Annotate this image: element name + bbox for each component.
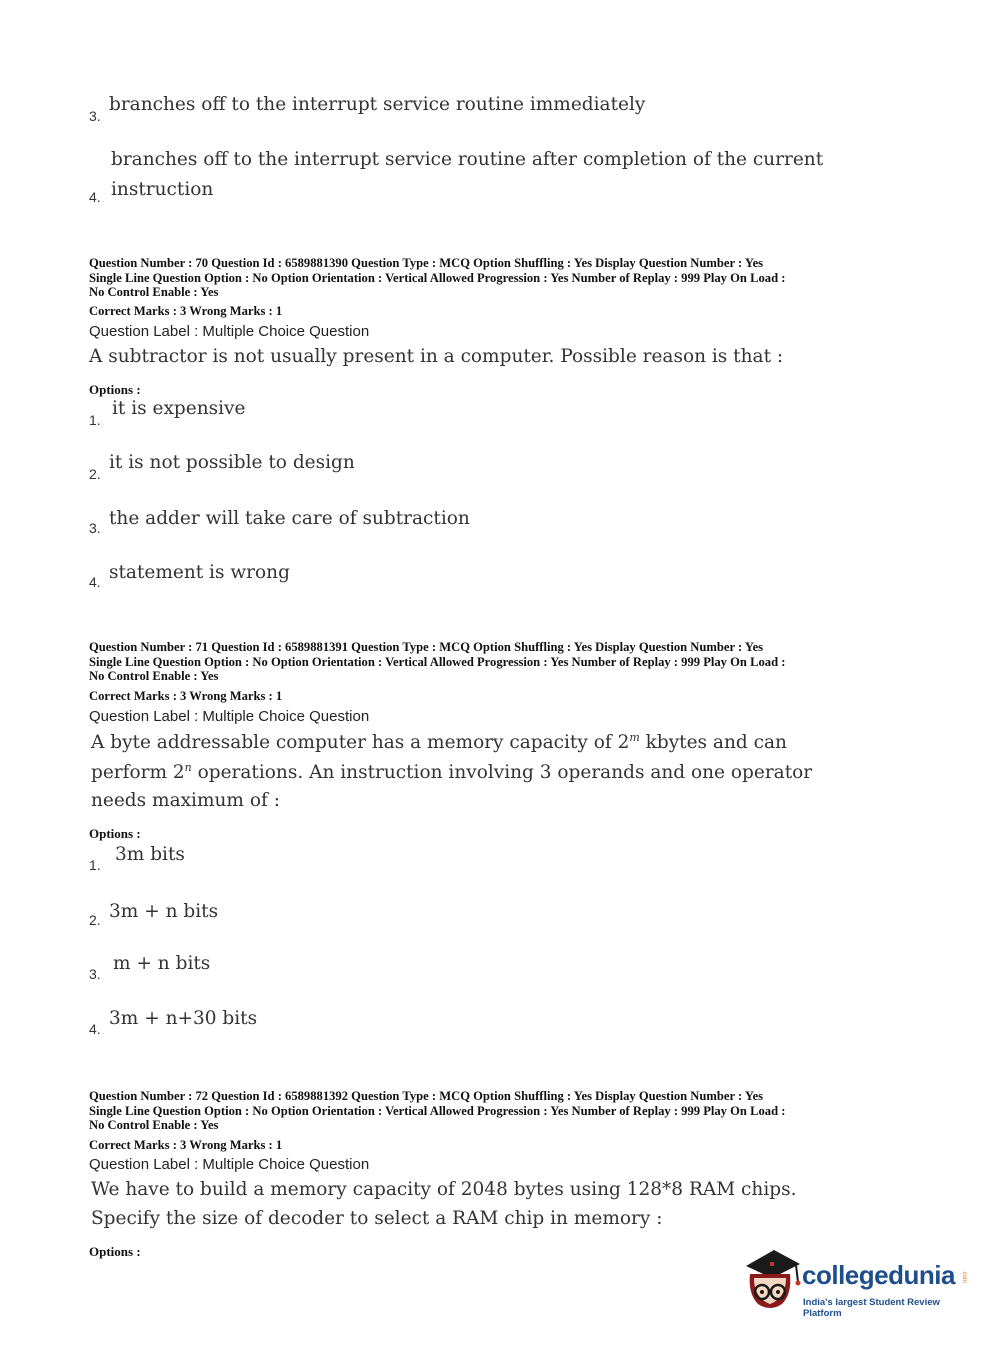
option-text: 3m + n bits bbox=[109, 901, 219, 922]
option-number: 1. bbox=[89, 412, 101, 428]
meta-line: Question Number : 72 Question Id : 6589881392 Question Type : MCQ Option Shuffling : Yes Display Question Number : Yes bbox=[89, 1089, 764, 1103]
q71-meta bbox=[89, 640, 919, 684]
q71-question-line-2 bbox=[91, 761, 812, 783]
text-part: perform 2 bbox=[91, 762, 185, 784]
meta-line: Single Line Question Option : No Option Orientation : Vertical Allowed Progression : Yes Number of Replay : 999 Play On Load : bbox=[89, 1103, 786, 1118]
option-text: branches off to the interrupt service routine immediately bbox=[109, 94, 646, 115]
option-text: the adder will take care of subtraction bbox=[109, 508, 470, 529]
q71-question-line-1 bbox=[91, 731, 787, 753]
option-text: m + n bits bbox=[113, 953, 211, 974]
q72-options-heading: Options : bbox=[89, 1244, 141, 1259]
logo-title: collegedunia bbox=[802, 1260, 955, 1290]
option-text: 3m bits bbox=[115, 844, 185, 865]
meta-line: Question Number : 70 Question Id : 6589881390 Question Type : MCQ Option Shuffling : Yes Display Question Number : Yes bbox=[89, 256, 764, 270]
option-number: 4. bbox=[89, 189, 101, 205]
option-text-line-1: branches off to the interrupt service routine after completion of the current bbox=[111, 149, 824, 170]
option-number: 4. bbox=[89, 574, 101, 590]
option-number: 2. bbox=[89, 466, 101, 482]
meta-line: Single Line Question Option : No Option Orientation : Vertical Allowed Progression : Yes Number of Replay : 999 Play On Load : bbox=[89, 270, 786, 285]
mascot-icon bbox=[740, 1248, 802, 1314]
q70-question-text: A subtractor is not usually present in a computer. Possible reason is that : bbox=[89, 346, 784, 367]
option-number: 3. bbox=[89, 520, 101, 536]
collegedunia-logo bbox=[740, 1248, 972, 1318]
meta-line: Single Line Question Option : No Option Orientation : Vertical Allowed Progression : Yes Number of Replay : 999 Play On Load : bbox=[89, 654, 786, 669]
q72-label: Question Label : Multiple Choice Question bbox=[89, 1156, 370, 1173]
logo-subtitle: India's largest Student Review Platform bbox=[803, 1297, 940, 1319]
superscript: m bbox=[629, 731, 640, 744]
option-text: it is expensive bbox=[112, 398, 246, 419]
text-part: A byte addressable computer has a memory capacity of 2 bbox=[91, 732, 630, 754]
q72-meta bbox=[89, 1089, 919, 1133]
option-text-line-2: instruction bbox=[111, 179, 214, 200]
q70-meta bbox=[89, 256, 919, 300]
meta-line: No Control Enable : Yes bbox=[89, 285, 219, 299]
superscript: n bbox=[184, 761, 192, 774]
text-part: kbytes and can bbox=[639, 732, 787, 754]
q72-marks: Correct Marks : 3 Wrong Marks : 1 bbox=[89, 1138, 283, 1152]
meta-line: No Control Enable : Yes bbox=[89, 1118, 219, 1132]
q70-options-heading: Options : bbox=[89, 382, 141, 397]
option-number: 1. bbox=[89, 857, 101, 873]
meta-line: Question Number : 71 Question Id : 6589881391 Question Type : MCQ Option Shuffling : Yes Display Question Number : Yes bbox=[89, 640, 764, 654]
q72-question-line-2: Specify the size of decoder to select a RAM chip in memory : bbox=[91, 1208, 663, 1229]
option-text: 3m + n+30 bits bbox=[109, 1008, 258, 1029]
q72-question-line-1: We have to build a memory capacity of 2048 bytes using 128*8 RAM chips. bbox=[91, 1179, 797, 1200]
q70-label: Question Label : Multiple Choice Question bbox=[89, 323, 370, 340]
q70-marks: Correct Marks : 3 Wrong Marks : 1 bbox=[89, 304, 283, 318]
option-number: 3. bbox=[89, 108, 101, 124]
logo-com: .com bbox=[961, 1270, 967, 1284]
option-text: it is not possible to design bbox=[109, 452, 355, 473]
option-number: 3. bbox=[89, 966, 101, 982]
meta-line: No Control Enable : Yes bbox=[89, 669, 219, 683]
q71-label: Question Label : Multiple Choice Question bbox=[89, 708, 370, 725]
option-text: statement is wrong bbox=[109, 562, 290, 583]
q71-options-heading: Options : bbox=[89, 826, 141, 841]
option-number: 4. bbox=[89, 1021, 101, 1037]
option-number: 2. bbox=[89, 912, 101, 928]
q71-question-line-3: needs maximum of : bbox=[91, 790, 280, 811]
q71-marks: Correct Marks : 3 Wrong Marks : 1 bbox=[89, 689, 283, 703]
text-part: operations. An instruction involving 3 operands and one operator bbox=[191, 762, 813, 784]
